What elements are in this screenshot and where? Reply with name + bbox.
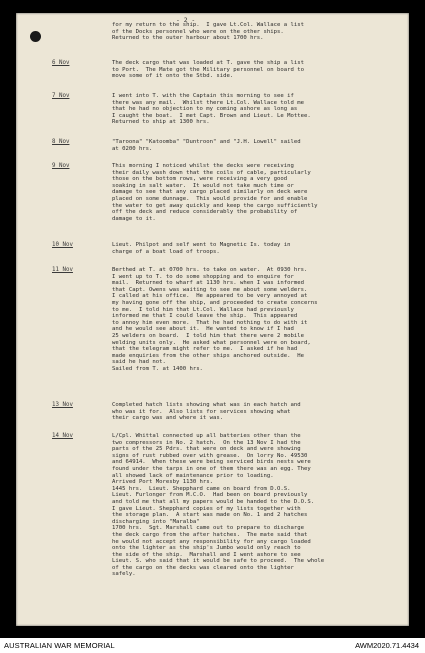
punch-hole: [30, 31, 41, 42]
entry-text: L/Cpl. Whittal connected up all batteries other than the two compressors in No. 2 hatch. On the 13 Nov I had the parts of the 25 Pdrs. that were on deck and were showing signs of rust rubbed over with grease. On lorry No. 49530 and 64914. When these were being serviced birds nests were found under the tarps in one of them there was an egg. They all showed lack of maintenance prior to loading. Arrived Port Moresby 1130 hrs. 1445 hrs. Lieut. Shepphard came on board from D.O.S. Lieut. Furlonger from M.C.O. Had been on board previously and told me that all my papers would be handed to the D.O.S. I gave Lieut. Shepphard copies of my lists together with the storage plan. A start was made on No. 1 and 2 hatches discharging into "Maralba" 1700 hrs. Sgt. Marshall came out to prepare to discharge the deck cargo from the after hatches. The mate said that he would not accept any responsibility for any cargo loaded onto the lighter as the ship's Jumbo would only reach to the side of the ship. Marshall and I went ashore to see Lieut. S. who said that it would be safe to proceed. The whole of the cargo on the decks was cleared onto the lighter safely.: [112, 433, 325, 578]
entry-date: 6 Nov: [52, 60, 70, 66]
entry-date: 9 Nov: [52, 163, 70, 169]
entry-date: 13 Nov: [52, 402, 73, 408]
entry-text: Berthed at T. at 0700 hrs. to take on water. At 0930 hrs. I went up to T. to do some shopping and to enquire for mail. Returned to wharf at 1130 hrs. when I was informed that Capt. Owens was waiting to see me about some welders. I called at his office. He appeared to be very annoyed at my having gone off the ship, and proceeded to create concerns to me. I told him that Lt.Col. Wallace had previously informed me that I could leave the ship. This appeared to annoy him even more. That he had nothing to do with it and he would see about it. He wanted to know if I had 25 welders on board. I told him that there were 2 mobile welding units only. He asked what personnel were on board, that the telegram might refer to me. I asked if he had made enquiries from the other ships anchored outside. He said he had not. Sailed from T. at 1400 hrs.: [112, 267, 318, 372]
entry-text: Completed hatch lists showing what was in each hatch and who was it for. Also lists for services showing what their cargo was and where it was.: [112, 402, 301, 422]
entry-date: 11 Nov: [52, 267, 73, 273]
footer-bar: [0, 638, 425, 653]
footer-credit: AUSTRALIAN WAR MEMORIAL: [4, 641, 115, 650]
intro-paragraph: for my return to the ship. I gave Lt.Col. Wallace a list of the Docks personnel who were on the other ships. Returned to the outer harbour about 1700 hrs.: [112, 22, 304, 42]
entry-date: 14 Nov: [52, 433, 73, 439]
entry-date: 10 Nov: [52, 242, 73, 248]
entry-text: The deck cargo that was loaded at T. gave the ship a list to Port. The Mate got the Military personnel on board to move some of it onto the Stbd. side.: [112, 60, 304, 80]
entry-date: 8 Nov: [52, 139, 70, 145]
page-number: - 2 -: [176, 16, 196, 24]
entry-text: Lieut. Philpot and self went to Magnetic Is. today in charge of a boat load of troops.: [112, 242, 291, 255]
footer-accession-number: AWM2020.71.4434: [355, 641, 419, 650]
entry-text: I went into T. with the Captain this morning to see if there was any mail. Whilst there Lt.Col. Wallace told me that he had no objection to my coming ashore as long as I caught the boat. I met Capt. Brown and Lieut. Le Mottee. Returned to ship at 1300 hrs.: [112, 93, 311, 126]
entry-date: 7 Nov: [52, 93, 70, 99]
entry-text: "Taroona" "Katoomba" "Duntroon" and "J.H. Lowell" sailed at 0200 hrs.: [112, 139, 301, 152]
document-page: [16, 13, 409, 626]
entry-text: This morning I noticed whilst the decks were receiving their daily wash down that the coils of cable, particularly those on the bottom rows, were receiving a very good soaking in salt water. It would not take much time or damage to see that any cargo placed similarly on deck were placed on some dunnage. This would provide for and enable the water to get away quickly and keep the cargo sufficiently off the deck and reduce considerably the probability of damage to it.: [112, 163, 318, 222]
